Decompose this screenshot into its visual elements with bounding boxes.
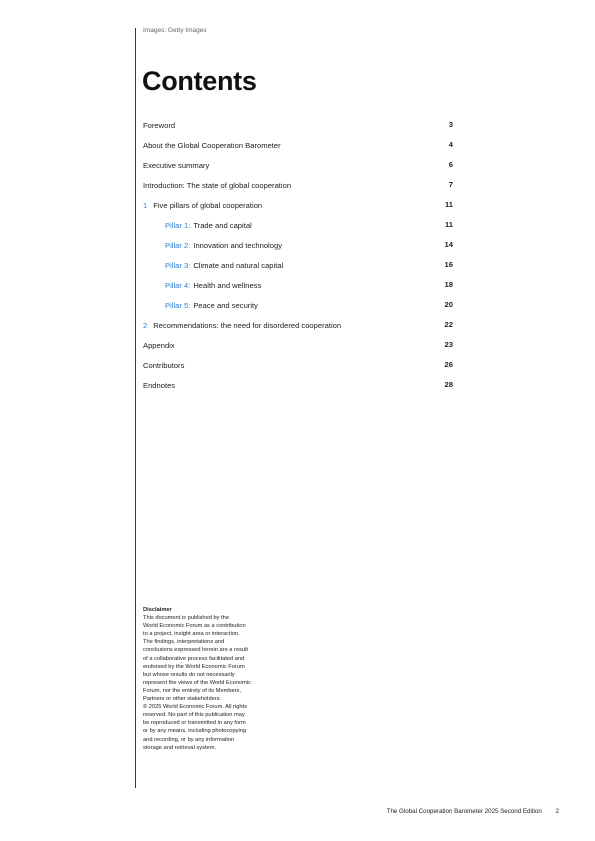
- toc-entry-label: Foreword: [143, 120, 176, 130]
- footer-page-number: 2: [555, 808, 559, 815]
- toc-page-number: 4: [448, 140, 453, 149]
- toc-section-number: 1: [143, 200, 148, 210]
- toc-page-number: 18: [444, 280, 453, 289]
- toc-page-number: 28: [444, 380, 453, 389]
- disclaimer-body: This document is published by the World Economic Forum as a contribution to a project, insight area or interaction. The findings, interpretations and conclusions expressed herein are a result of a collaborative process facilitated and endorsed by the World Economic Forum but whose results do not necessarily represent the views of the World Economic Forum, nor the entirety of its Members, Partners or other stakeholders.: [143, 615, 252, 703]
- toc-entry-label: Innovation and technology: [193, 240, 282, 250]
- toc-entry-label: Appendix: [143, 340, 175, 350]
- toc-entry-label: Peace and security: [193, 300, 258, 310]
- image-credit: Images: Getty Images: [143, 27, 207, 34]
- toc-page-number: 11: [444, 220, 453, 229]
- footer-publication-title: The Global Cooperation Barometer 2025 Second Edition: [386, 808, 542, 815]
- toc-entry-label: About the Global Cooperation Barometer: [143, 140, 281, 150]
- toc-page-number: 14: [444, 240, 453, 249]
- toc-entry[interactable]: [143, 155, 453, 175]
- toc-page-number: 26: [444, 360, 453, 369]
- toc-pillar-prefix: Pillar 4:: [165, 280, 191, 290]
- disclaimer: [143, 606, 293, 752]
- toc-entry-label: Recommendations: the need for disordered cooperation: [153, 320, 342, 330]
- toc-pillar-prefix: Pillar 1:: [165, 220, 191, 230]
- margin-rule: [135, 28, 136, 788]
- toc-entry[interactable]: [143, 255, 453, 275]
- toc-entry[interactable]: [143, 195, 453, 215]
- toc-page-number: 22: [444, 320, 453, 329]
- page-title: Contents: [142, 66, 257, 96]
- toc-entry-label: Executive summary: [143, 160, 210, 170]
- toc-entry[interactable]: [143, 375, 453, 395]
- toc-entry[interactable]: [143, 115, 453, 135]
- table-of-contents: [143, 115, 453, 395]
- toc-page-number: 20: [444, 300, 453, 309]
- toc-section-number: 2: [143, 320, 148, 330]
- toc-entry-label: Introduction: The state of global cooperation: [143, 180, 292, 190]
- toc-page-number: 3: [448, 120, 453, 129]
- toc-entry-label: Trade and capital: [193, 220, 252, 230]
- toc-entry-label: Five pillars of global cooperation: [153, 200, 263, 210]
- toc-entry[interactable]: [143, 175, 453, 195]
- toc-entry[interactable]: [143, 315, 453, 335]
- toc-entry-label: Climate and natural capital: [193, 260, 284, 270]
- toc-entry[interactable]: [143, 215, 453, 235]
- toc-entry[interactable]: [143, 335, 453, 355]
- toc-entry[interactable]: [143, 295, 453, 315]
- toc-page-number: 16: [444, 260, 453, 269]
- toc-entry[interactable]: [143, 355, 453, 375]
- toc-page-number: 7: [448, 180, 453, 189]
- page-footer: [387, 808, 559, 815]
- toc-entry-label: Contributors: [143, 360, 185, 370]
- toc-entry[interactable]: [143, 275, 453, 295]
- toc-pillar-prefix: Pillar 3:: [165, 260, 191, 270]
- toc-page-number: 11: [444, 200, 453, 209]
- disclaimer-title: Disclaimer: [143, 607, 172, 613]
- toc-entry-label: Endnotes: [143, 380, 176, 390]
- toc-pillar-prefix: Pillar 5:: [165, 300, 191, 310]
- copyright-notice: © 2025 World Economic Forum. All rights reserved. No part of this publication may be reproduced or transmitted in any form or by any means, including photocopying and recording, or by any information storage and retrieval system.: [143, 704, 247, 751]
- toc-entry-label: Health and wellness: [193, 280, 262, 290]
- toc-entry[interactable]: [143, 235, 453, 255]
- toc-entry[interactable]: [143, 135, 453, 155]
- toc-page-number: 6: [448, 160, 453, 169]
- toc-page-number: 23: [444, 340, 453, 349]
- toc-pillar-prefix: Pillar 2:: [165, 240, 191, 250]
